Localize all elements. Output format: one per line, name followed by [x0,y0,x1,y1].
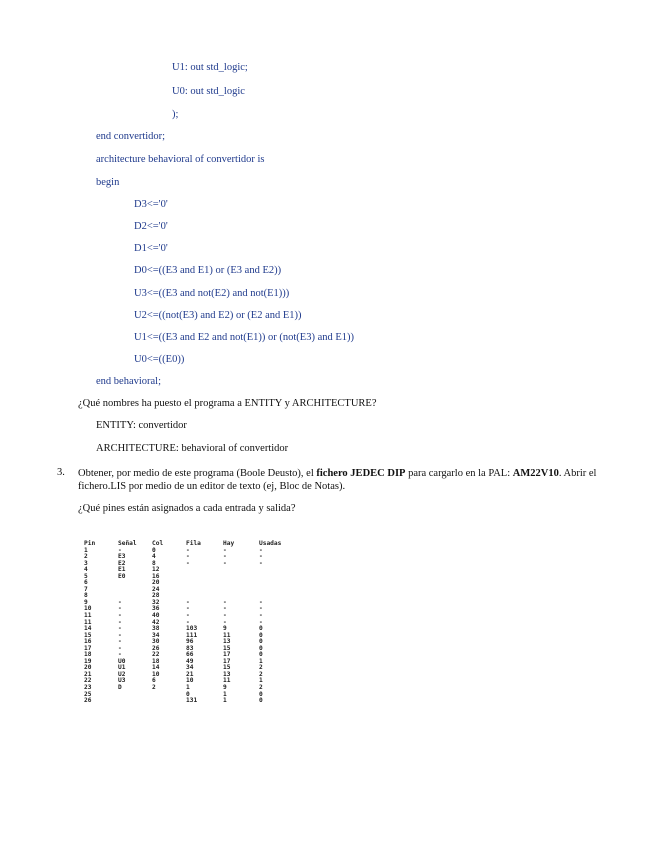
table-cell: 96 [186,638,194,646]
table-cell: 16 [84,638,92,646]
table-cell: - [259,612,263,620]
table-cell: 1 [223,690,227,698]
code-line: D2<='0' [134,221,168,232]
table-cell: - [118,546,122,554]
table-cell: - [223,553,227,561]
table-cell: 11 [84,618,92,626]
table-cell: 42 [152,618,160,626]
table-row [84,698,289,705]
table-cell: - [259,546,263,554]
table-cell: - [118,638,122,646]
code-line: ); [172,109,179,120]
table-cell: - [223,618,227,626]
table-cell: E0 [118,572,126,580]
table-cell: 34 [152,631,160,639]
table-cell: - [186,618,190,626]
table-cell: 21 [186,670,194,678]
table-cell: 14 [152,664,160,672]
table-cell: U1 [118,664,126,672]
table-cell: - [118,644,122,652]
code-line: U3<=((E3 and not(E2) and not(E1))) [134,288,290,299]
table-cell: 15 [223,664,231,672]
table-cell: E2 [118,559,126,567]
table-cell: - [259,598,263,606]
table-cell: - [186,553,190,561]
table-cell: 11 [223,631,231,639]
code-line: D1<='0' [134,243,168,254]
table-cell: - [186,546,190,554]
table-cell: 2 [259,670,263,678]
table-cell: 26 [84,697,92,705]
table-cell: - [186,605,190,613]
table-cell: 10 [186,677,194,685]
table-cell: - [118,598,122,606]
question-names: ¿Qué nombres ha puesto el programa a ENTITY y ARCHITECTURE? [78,398,377,409]
table-cell: 20 [152,579,160,587]
table-cell: 49 [186,657,194,665]
table-cell: - [223,546,227,554]
table-cell: U3 [118,677,126,685]
code-line: end convertidor; [96,131,166,142]
table-cell: 34 [186,664,194,672]
table-cell: 13 [223,670,231,678]
table-cell: 2 [152,684,156,692]
table-cell: 22 [152,651,160,659]
table-cell: 1 [223,697,227,705]
entity-answer: ENTITY: convertidor [96,420,187,431]
table-cell: 1 [186,684,190,692]
table-cell: - [259,618,263,626]
table-cell: U0 [118,657,126,665]
table-cell: 21 [84,670,92,678]
table-cell: U2 [118,670,126,678]
table-cell: 18 [84,651,92,659]
code-line: U0<=((E0)) [134,354,185,365]
pin-table-header-cell: Pin [84,540,96,547]
table-cell: - [186,598,190,606]
item3-text-3: . Abrir el fichero.LIS por medio de un editor de texto (ej, Bloc de Notas). [78,468,597,492]
table-cell: - [186,559,190,567]
table-cell: 32 [152,598,160,606]
table-cell: 20 [84,664,92,672]
table-cell: 0 [259,644,263,652]
item3-bold-jedec: fichero JEDEC DIP [316,468,406,479]
code-line: architecture behavioral of convertidor is [96,154,265,165]
pin-table-header-cell: Señal [118,540,137,547]
table-cell: 14 [84,625,92,633]
table-cell: 13 [223,638,231,646]
table-cell: 38 [152,625,160,633]
table-cell: 3 [84,559,88,567]
table-cell: 0 [259,638,263,646]
code-line: U0: out std_logic [172,86,245,97]
code-line: end behavioral; [96,376,162,387]
table-cell: - [259,553,263,561]
table-cell: 0 [152,546,156,554]
pin-assignment-table [84,541,289,705]
table-cell: 111 [186,631,198,639]
code-line: D3<='0' [134,199,168,210]
code-line: D0<=((E3 and E1) or (E3 and E2)) [134,265,282,276]
table-cell: 11 [84,612,92,620]
item3-text-2: para cargarlo en la PAL: [405,468,513,479]
table-cell: 17 [223,657,231,665]
table-cell: 26 [152,644,160,652]
table-cell: 7 [84,585,88,593]
table-cell: 1 [84,546,88,554]
table-cell: 40 [152,612,160,620]
table-cell: 19 [84,657,92,665]
table-cell: 6 [84,579,88,587]
question-pins: ¿Qué pines están asignados a cada entrada y salida? [78,503,296,514]
table-cell: 1 [259,677,263,685]
table-cell: 18 [152,657,160,665]
table-cell: 66 [186,651,194,659]
pin-table-header-cell: Hay [223,540,235,547]
architecture-answer: ARCHITECTURE: behavioral of convertidor [96,443,289,454]
table-cell: 0 [259,625,263,633]
table-cell: 8 [84,592,88,600]
pin-table-header-cell: Col [152,540,164,547]
table-cell: 6 [152,677,156,685]
table-cell: - [118,651,122,659]
table-cell: 9 [223,625,227,633]
table-cell: - [118,631,122,639]
table-cell: 0 [259,651,263,659]
table-cell: 10 [152,670,160,678]
table-cell: 24 [152,585,160,593]
table-cell: - [118,605,122,613]
table-cell: 0 [259,631,263,639]
table-cell: - [223,559,227,567]
table-cell: 2 [259,664,263,672]
table-cell: 23 [84,684,92,692]
table-cell: 16 [152,572,160,580]
table-cell [152,698,186,705]
pin-table-header-cell: Fila [186,540,201,547]
code-line: U1<=((E3 and E2 and not(E1)) or (not(E3) and E1)) [134,332,355,343]
table-cell: - [118,618,122,626]
table-cell: 22 [84,677,92,685]
table-cell: D [118,684,122,692]
table-cell: - [118,625,122,633]
table-cell: 0 [259,697,263,705]
table-cell: E1 [118,566,126,574]
table-cell: 5 [84,572,88,580]
table-cell: - [223,605,227,613]
table-cell: 12 [152,566,160,574]
table-cell: E3 [118,553,126,561]
table-cell: 30 [152,638,160,646]
table-cell: - [223,598,227,606]
code-line: U2<=((not(E3) and E2) or (E2 and E1)) [134,310,302,321]
table-cell: 2 [259,684,263,692]
item3-text-1: Obtener, por medio de este programa (Boole Deusto), el [78,468,317,479]
table-cell: 0 [259,690,263,698]
table-cell [118,698,152,705]
item-number: 3. [57,467,65,478]
code-line: U1: out std_logic; [172,62,248,73]
code-line: begin [96,177,120,188]
table-cell: 15 [223,644,231,652]
table-cell: - [259,605,263,613]
table-cell: 4 [152,553,156,561]
table-cell: 36 [152,605,160,613]
table-cell: 9 [84,598,88,606]
table-cell: 15 [84,631,92,639]
table-cell: 131 [186,697,198,705]
table-cell: 17 [84,644,92,652]
table-cell: - [186,612,190,620]
item3-bold-pal: AM22V10 [512,468,559,479]
table-cell: 4 [84,566,88,574]
table-cell: 103 [186,625,198,633]
table-cell: 10 [84,605,92,613]
item3-paragraph [78,467,598,493]
table-cell: 8 [152,559,156,567]
table-cell: - [259,559,263,567]
table-cell: 17 [223,651,231,659]
table-cell: - [223,612,227,620]
table-cell: 28 [152,592,160,600]
table-cell: 9 [223,684,227,692]
table-cell: 2 [84,553,88,561]
table-cell: 83 [186,644,194,652]
table-cell: 0 [186,690,190,698]
table-cell: - [118,612,122,620]
table-cell: 11 [223,677,231,685]
pin-table-header-cell: Usadas [259,540,282,547]
table-cell: 25 [84,690,92,698]
table-cell: 1 [259,657,263,665]
